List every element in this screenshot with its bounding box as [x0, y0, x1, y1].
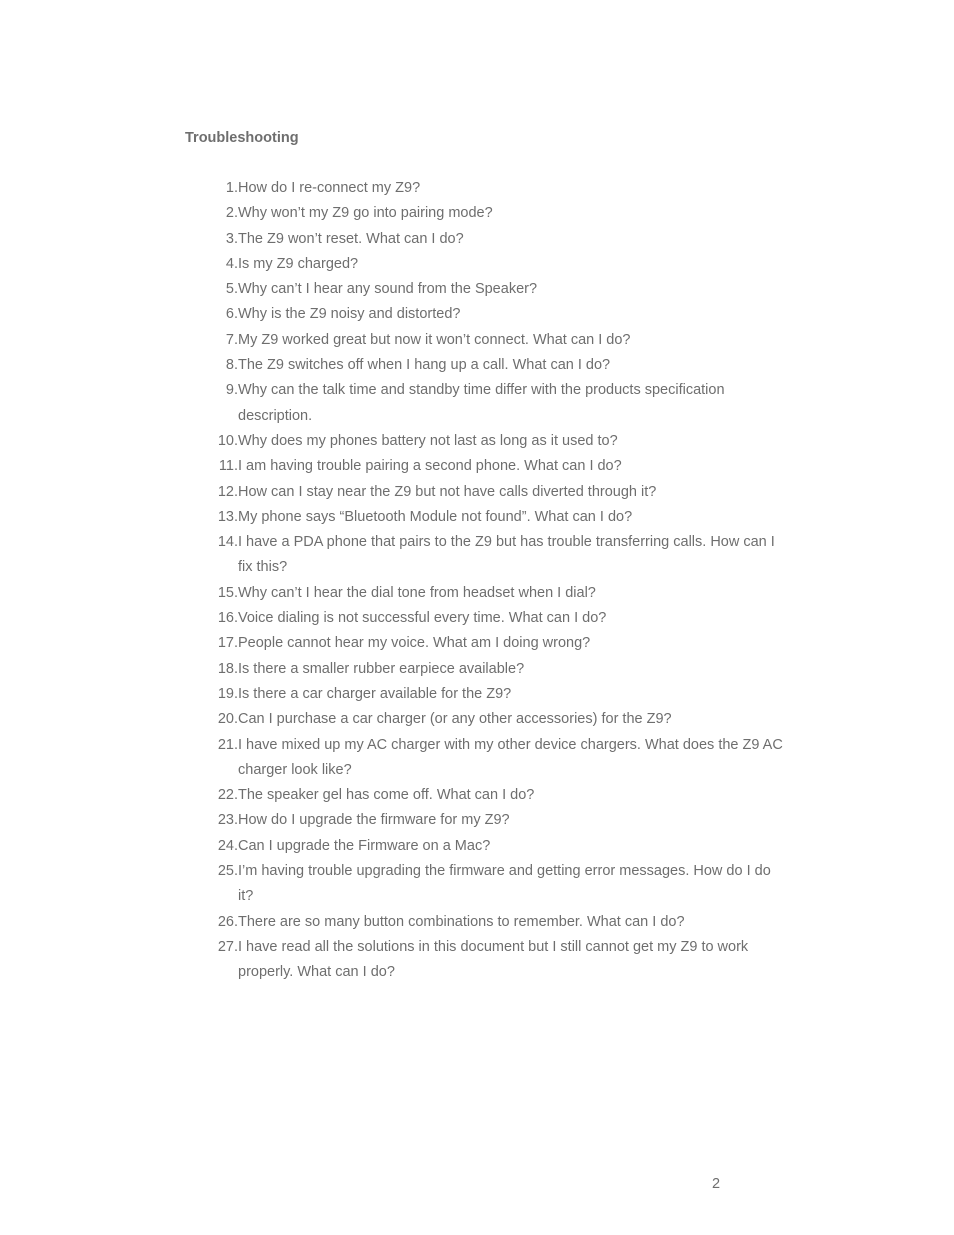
list-item [205, 505, 785, 530]
list-item-number-text: 2. [225, 205, 238, 222]
list-item [205, 480, 785, 505]
list-item [205, 328, 785, 353]
list-item [205, 808, 785, 833]
list-item-number-text: 27. [217, 938, 238, 955]
list-item-number-text: 18. [217, 660, 238, 677]
list-item [205, 631, 785, 656]
list-item-number-text: 3. [225, 230, 238, 247]
list-item-number-text: 17. [217, 635, 238, 652]
list-item-number-text: 15. [217, 584, 238, 601]
list-item-number [205, 530, 238, 581]
list-item-text: Why does my phones battery not last as long as it used to? [238, 432, 618, 449]
list-item-number-text: 10. [217, 432, 238, 449]
list-item [205, 834, 785, 859]
section-heading: Troubleshooting [185, 130, 299, 146]
list-item-number-text: 25. [217, 863, 238, 880]
list-item [205, 859, 785, 910]
list-item [205, 378, 785, 429]
list-item-number [205, 707, 238, 732]
list-item-text: How do I upgrade the firmware for my Z9? [238, 812, 510, 829]
list-item-number [205, 808, 238, 833]
list-item [205, 176, 785, 201]
list-item-text: The speaker gel has come off. What can I do? [238, 787, 535, 804]
list-item-number-text: 11. [218, 458, 238, 475]
list-item [205, 657, 785, 682]
list-item-number [205, 353, 238, 378]
list-item [205, 302, 785, 327]
list-item-number-text: 19. [217, 685, 238, 702]
list-item [205, 783, 785, 808]
list-item-number-text: 7. [225, 331, 238, 348]
list-item-number [205, 454, 238, 479]
list-item-number [205, 682, 238, 707]
list-item [205, 353, 785, 378]
list-item [205, 454, 785, 479]
page-number: 2 [712, 1176, 721, 1192]
list-item-text: How do I re-connect my Z9? [238, 180, 421, 196]
list-item [205, 910, 785, 935]
list-item-text: I am having trouble pairing a second phone. What can I do? [238, 458, 622, 475]
faq-list [205, 176, 785, 986]
list-item-text: Why can’t I hear the dial tone from headset when I dial? [238, 584, 596, 601]
list-item-number [205, 859, 238, 910]
list-item-number-text: 23. [217, 812, 238, 829]
list-item-text: People cannot hear my voice. What am I doing wrong? [238, 635, 591, 652]
list-item-text: Can I purchase a car charger (or any other accessories) for the Z9? [238, 711, 672, 728]
list-item-number-text: 1. [225, 180, 238, 196]
list-item-number [205, 783, 238, 808]
list-item-text: There are so many button combinations to remember. What can I do? [238, 913, 685, 930]
list-item-number [205, 657, 238, 682]
list-item-number [205, 733, 238, 784]
list-item-text: How can I stay near the Z9 but not have calls diverted through it? [238, 483, 657, 500]
list-item [205, 707, 785, 732]
list-item-number-text: 6. [225, 306, 238, 323]
list-item [205, 581, 785, 606]
list-item-number [205, 935, 238, 986]
list-item-number-text: 21. [217, 736, 238, 753]
list-item [205, 429, 785, 454]
list-item-number [205, 429, 238, 454]
list-item-number [205, 378, 238, 429]
list-item [205, 682, 785, 707]
list-item-number-text: 20. [217, 711, 238, 728]
list-item [205, 201, 785, 226]
list-item-number-text: 4. [225, 255, 238, 272]
list-item-text: I have a PDA phone that pairs to the Z9 but has trouble transferring calls. How can I fix this? [238, 534, 775, 576]
list-item-number-text: 24. [217, 837, 238, 854]
list-item-text: My Z9 worked great but now it won’t connect. What can I do? [238, 331, 631, 348]
list-item-number-text: 14. [217, 534, 238, 551]
list-item-number [205, 631, 238, 656]
list-item-number [205, 277, 238, 302]
list-item [205, 252, 785, 277]
list-item-text: Is there a smaller rubber earpiece available? [238, 660, 525, 677]
list-item-text: Is there a car charger available for the Z9? [238, 685, 512, 702]
list-item [205, 733, 785, 784]
list-item-number-text: 16. [217, 610, 238, 627]
list-item-text: Why can’t I hear any sound from the Speaker? [238, 281, 538, 298]
list-item-number [205, 328, 238, 353]
list-item-number-text: 26. [217, 913, 238, 930]
list-item-number [205, 910, 238, 935]
list-item-text: Why can the talk time and standby time differ with the products specification description. [238, 382, 725, 424]
list-item-number-text: 9. [225, 382, 238, 399]
list-item-text: Why won’t my Z9 go into pairing mode? [238, 205, 493, 222]
list-item-number [205, 581, 238, 606]
list-item-number [205, 302, 238, 327]
list-item-number [205, 227, 238, 252]
list-item-text: Why is the Z9 noisy and distorted? [238, 306, 461, 323]
list-item-number-text: 5. [225, 281, 238, 298]
list-item-text: Can I upgrade the Firmware on a Mac? [238, 837, 491, 854]
list-item-text: I have read all the solutions in this document but I still cannot get my Z9 to work properly. What can I do? [238, 938, 749, 981]
list-item-text: I’m having trouble upgrading the firmware and getting error messages. How do I do it? [238, 863, 771, 905]
list-item-number-text: 8. [225, 357, 238, 374]
list-item-number [205, 834, 238, 859]
list-item-text: I have mixed up my AC charger with my other device chargers. What does the Z9 AC charger look like? [238, 736, 783, 778]
list-item-text: My phone says “Bluetooth Module not found”. What can I do? [238, 508, 633, 525]
list-item-text: Voice dialing is not successful every time. What can I do? [238, 610, 607, 627]
list-item [205, 530, 785, 581]
list-item-number-text: 22. [217, 787, 238, 804]
list-item-number-text: 13. [217, 508, 238, 525]
list-item-text: The Z9 won’t reset. What can I do? [238, 230, 464, 247]
list-item [205, 935, 785, 986]
list-item-number [205, 201, 238, 226]
list-item [205, 606, 785, 631]
list-item-number [205, 606, 238, 631]
list-item [205, 277, 785, 302]
list-item [205, 227, 785, 252]
list-item-text: Is my Z9 charged? [238, 255, 359, 272]
list-item-number [205, 480, 238, 505]
list-item-number [205, 176, 238, 201]
list-item-number-text: 12. [217, 483, 238, 500]
list-item-number [205, 505, 238, 530]
list-item-number [205, 252, 238, 277]
list-item-text: The Z9 switches off when I hang up a call. What can I do? [238, 357, 611, 374]
